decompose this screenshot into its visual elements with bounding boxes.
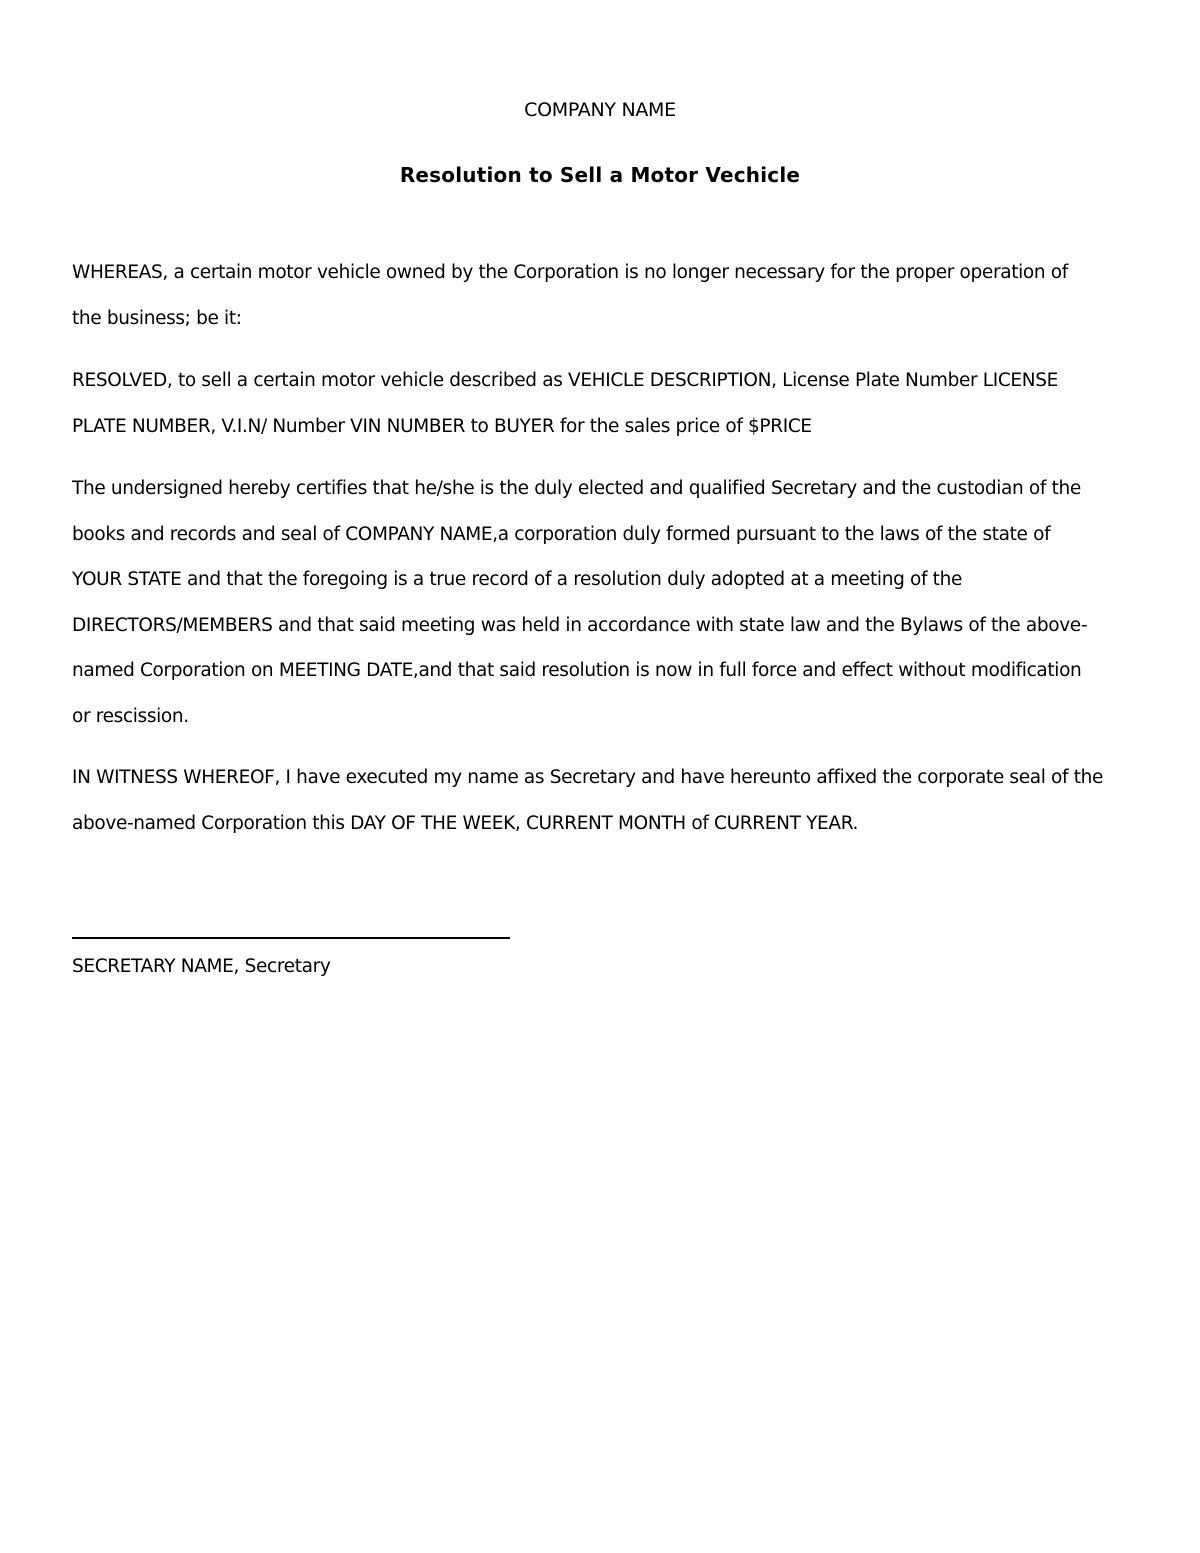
witness-paragraph (72, 755, 1132, 846)
resolved-paragraph (72, 358, 1132, 449)
document-title: Resolution to Sell a Motor Vechicle (399, 163, 801, 187)
paragraph-line: above-named Corporation this DAY OF THE WEEK, CURRENT MONTH of CURRENT YEAR. (72, 812, 859, 834)
paragraph-line: WHEREAS, a certain motor vehicle owned by the Corporation is no longer necessary for the proper operation of (72, 262, 1068, 283)
paragraph-line: books and records and seal of COMPANY NAME,a corporation duly formed pursuant to the laws of the state of (72, 523, 1051, 545)
paragraph-line: DIRECTORS/MEMBERS and that said meeting was held in accordance with state law and the Bylaws of the above- (72, 614, 1088, 636)
paragraph-line: YOUR STATE and that the foregoing is a true record of a resolution duly adopted at a meeting of the (72, 569, 962, 590)
paragraph-line: The undersigned hereby certifies that he/she is the duly elected and qualified Secretary and the custodian of the (72, 478, 1081, 499)
company-name-heading: COMPANY NAME (524, 99, 676, 121)
paragraph-line: or rescission. (72, 705, 189, 727)
signature-caption: SECRETARY NAME, Secretary (72, 956, 331, 977)
signature-line (72, 937, 510, 939)
paragraph-line: PLATE NUMBER, V.I.N/ Number VIN NUMBER to BUYER for the sales price of $PRICE (72, 415, 812, 437)
paragraph-line: the business; be it: (72, 307, 242, 329)
paragraph-line: named Corporation on MEETING DATE,and that said resolution is now in full force and effect without modification (72, 660, 1082, 681)
paragraph-line: RESOLVED, to sell a certain motor vehicle described as VEHICLE DESCRIPTION, License Plate Number LICENSE (72, 370, 1058, 391)
whereas-paragraph (72, 250, 1132, 341)
paragraph-line: IN WITNESS WHEREOF, I have executed my name as Secretary and have hereunto affixed the corporate seal of the (72, 767, 1104, 788)
certification-paragraph (72, 466, 1132, 739)
